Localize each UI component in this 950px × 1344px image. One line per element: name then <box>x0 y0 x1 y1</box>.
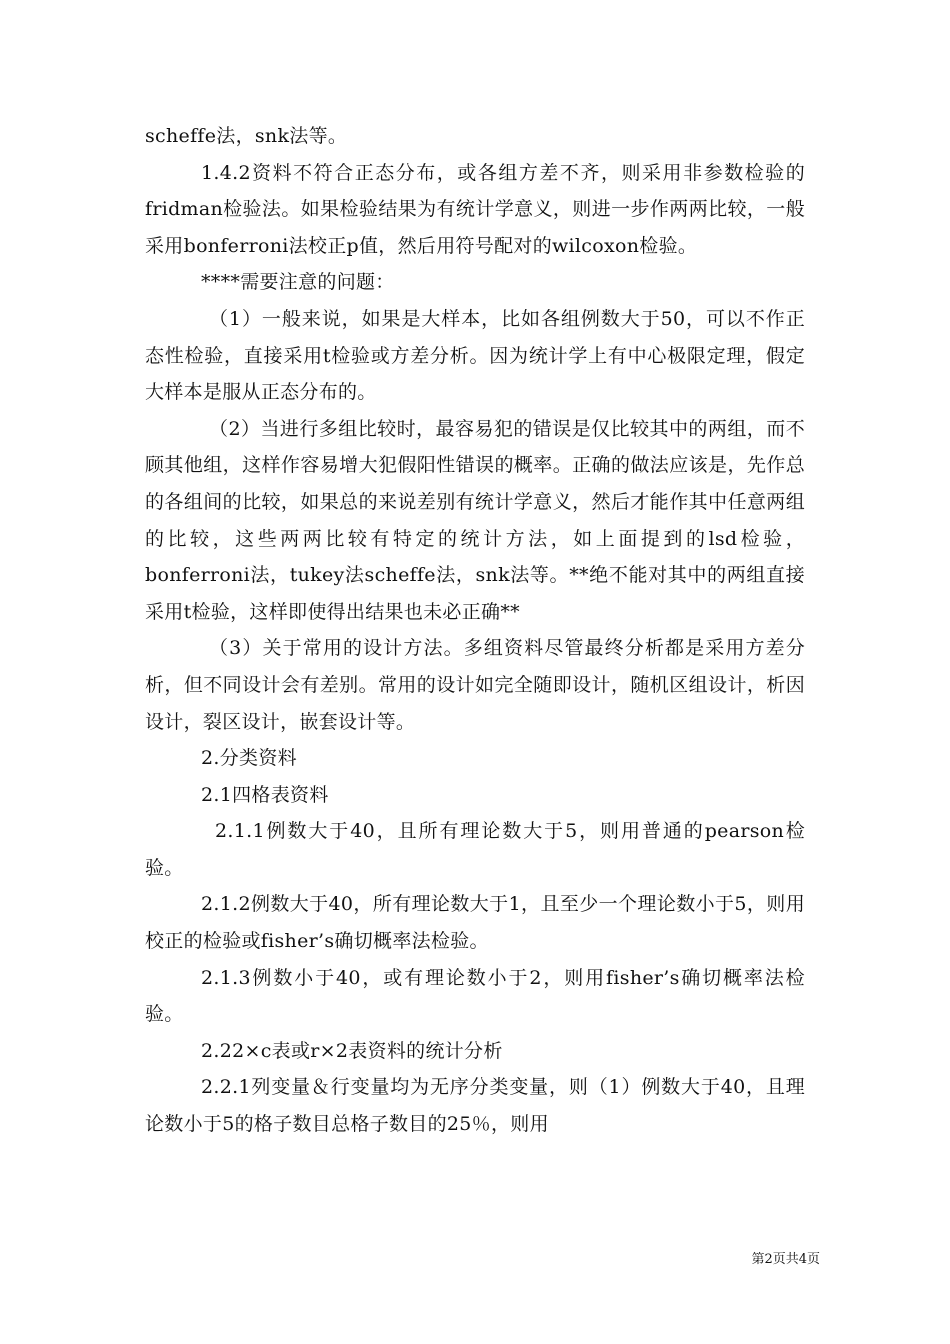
paragraph-note-3: （3）关于常用的设计方法。多组资料尽管最终分析都是采用方差分析，但不同设计会有差别。常用的设计如完全随即设计，随机区组设计，析因设计，裂区设计，嵌套设计等。 <box>145 637 805 733</box>
paragraph-note-1: （1）一般来说，如果是大样本，比如各组例数大于50，可以不作正态性检验，直接采用t检验或方差分析。因为统计学上有中心极限定理，假定大样本是服从正态分布的。 <box>145 307 805 404</box>
document-body <box>145 118 805 1143</box>
heading-2-2-rxc: 2.22×c表或r×2表资料的统计分析 <box>201 1039 503 1062</box>
heading-2-categorical: 2.分类资料 <box>201 747 297 770</box>
heading-2-1-fourfold: 2.1四格表资料 <box>201 783 329 806</box>
page-number: 第2页共4页 <box>751 1252 820 1267</box>
paragraph-1-4-2: 1.4.2资料不符合正态分布，或各组方差不齐，则采用非参数检验的fridman检验法。如果检验结果为有统计学意义，则进一步作两两比较，一般采用bonferroni法校正p值，然后用符号配对的wilcoxon检验。 <box>145 161 805 257</box>
paragraph-scheffe-cont: scheffe法，snk法等。 <box>145 125 348 147</box>
paragraph-note-2: （2）当进行多组比较时，最容易犯的错误是仅比较其中的两组，而不顾其他组，这样作容易增大犯假阳性错误的概率。正确的做法应该是，先作总的各组间的比较，如果总的来说差别有统计学意义，然后才能作其中任意两组的比较，这些两两比较有特定的统计方法，如上面提到的lsd检验，bonferroni法，tukey法scheffe法，snk法等。**绝不能对其中的两组直接采用t检验，这样即使得出结果也未必正确** <box>145 417 805 623</box>
paragraph-2-1-1: 2.1.1例数大于40，且所有理论数大于5，则用普通的pearson检验。 <box>145 820 805 879</box>
paragraph-2-1-3: 2.1.3例数小于40，或有理论数小于2，则用fisher’s确切概率法检验。 <box>145 966 805 1026</box>
paragraph-2-1-2: 2.1.2例数大于40，所有理论数大于1，且至少一个理论数小于5，则用校正的检验或fisher’s确切概率法检验。 <box>145 893 805 953</box>
paragraph-notes-heading: ****需要注意的问题： <box>201 271 395 294</box>
paragraph-2-2-1: 2.2.1列变量＆行变量均为无序分类变量，则（1）例数大于40，且理论数小于5的格子数目总格子数目的25％，则用 <box>145 1076 805 1136</box>
